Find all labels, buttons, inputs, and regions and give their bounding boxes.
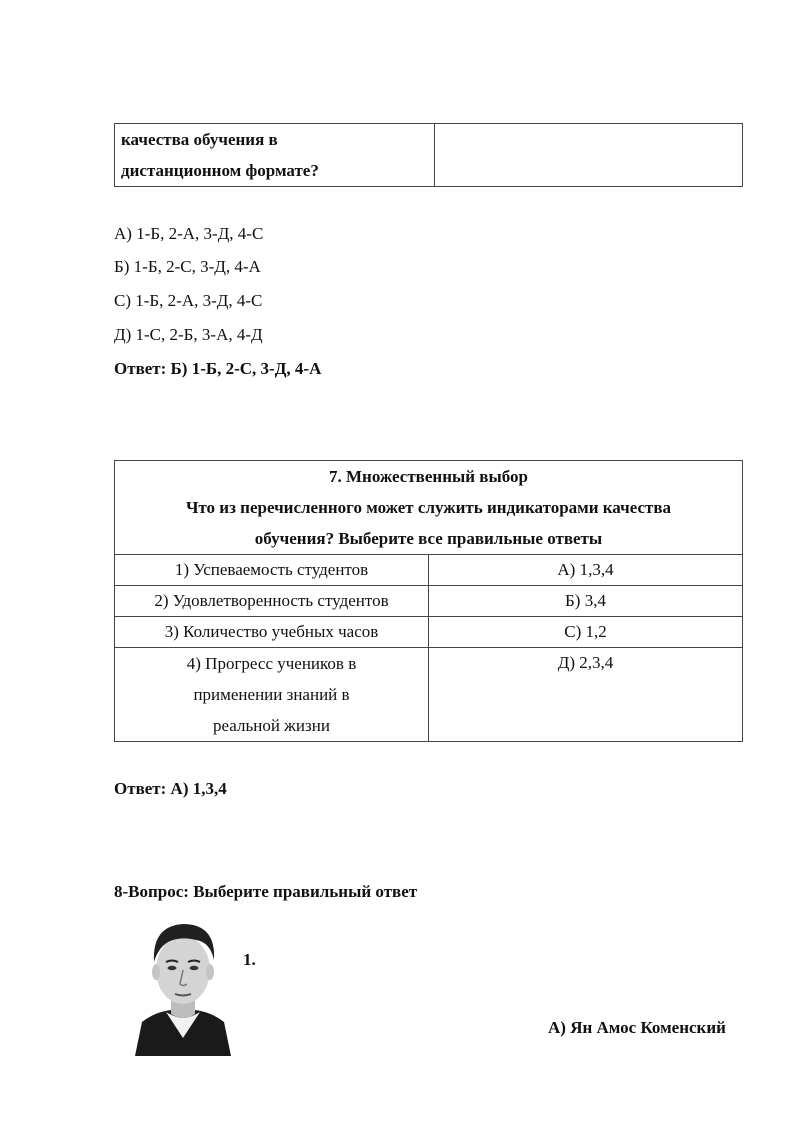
table-row	[115, 555, 743, 586]
question-cell	[115, 124, 435, 187]
table-row	[115, 617, 743, 648]
question-line-1: качества обучения в	[121, 130, 278, 149]
item-4-line-3: реальной жизни	[213, 716, 330, 735]
option-b: Б) 1-Б, 2-С, 3-Д, 4-А	[114, 257, 261, 276]
table-row	[115, 586, 743, 617]
answer-q6: Ответ: Б) 1-Б, 2-С, 3-Д, 4-А	[114, 359, 322, 378]
choice-a: А) 1,3,4	[429, 555, 743, 586]
item-4-line-2: применении знаний в	[193, 685, 350, 704]
question-7-line-1: Что из перечисленного может служить индикаторами качества	[185, 498, 672, 517]
item-4	[115, 648, 429, 742]
answer-q7: Ответ: А) 1,3,4	[114, 779, 227, 798]
question-7-line-2: обучения? Выберите все правильные ответы	[254, 529, 603, 548]
question-8-option-a: А) Ян Амос Коменский	[548, 1018, 726, 1037]
question-7-table	[114, 460, 743, 742]
option-c: С) 1-Б, 2-А, 3-Д, 4-С	[114, 291, 263, 310]
question-line-2: дистанционном формате?	[121, 161, 319, 180]
question-table-continued	[114, 123, 743, 187]
item-3: 3) Количество учебных часов	[115, 617, 429, 648]
item-2: 2) Удовлетворенность студентов	[115, 586, 429, 617]
question-8-heading: 8-Вопрос: Выберите правильный ответ	[114, 882, 418, 901]
table-row	[115, 648, 743, 742]
empty-cell	[435, 124, 743, 187]
portrait-image	[130, 910, 236, 1056]
question-7-title: 7. Множественный выбор	[329, 467, 528, 486]
item-4-line-1: 4) Прогресс учеников в	[186, 654, 357, 673]
question-7-header	[115, 461, 743, 555]
choice-c: С) 1,2	[429, 617, 743, 648]
choice-b: Б) 3,4	[429, 586, 743, 617]
choice-d: Д) 2,3,4	[429, 648, 743, 742]
option-d: Д) 1-С, 2-Б, 3-А, 4-Д	[114, 325, 263, 344]
question-8-number: 1.	[243, 950, 256, 969]
item-1: 1) Успеваемость студентов	[115, 555, 429, 586]
option-a: А) 1-Б, 2-А, 3-Д, 4-С	[114, 224, 264, 243]
